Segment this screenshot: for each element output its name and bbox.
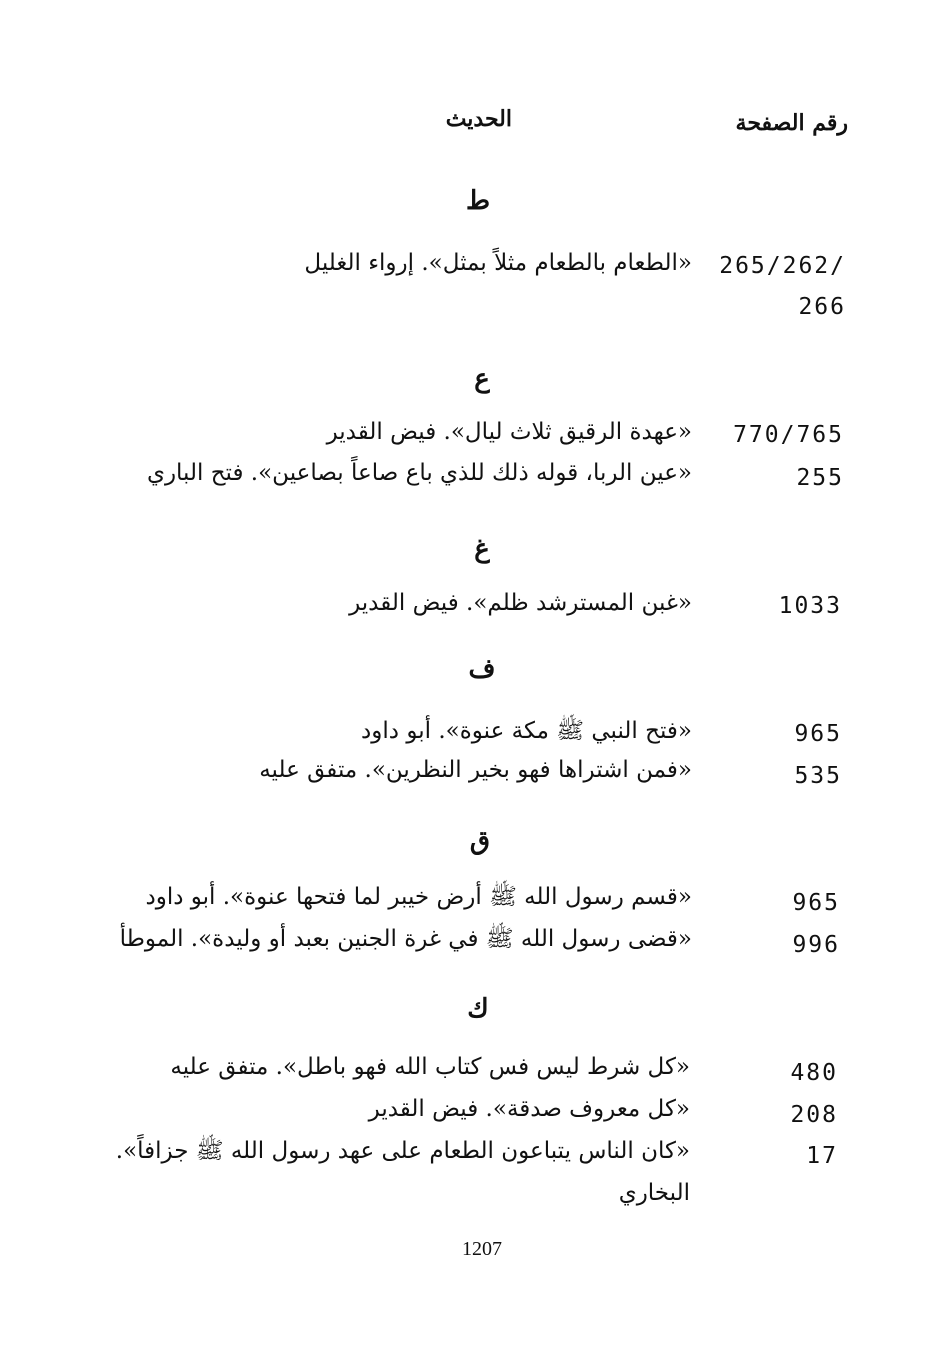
section-letter: ط: [465, 186, 491, 216]
hadith-entry: «عهدة الرقيق ثلاث ليال». فيض القدير: [326, 419, 692, 445]
hadith-entry: «غبن المسترشد ظلم». فيض القدير: [349, 590, 692, 616]
entry-page-number: 996: [792, 932, 840, 958]
hadith-entry: «عين الربا، قوله ذلك للذي باع صاعاً بصاعين». فتح الباري: [146, 460, 692, 486]
entry-page-number: 535: [794, 763, 842, 789]
page-number-column-header: رقم الصفحة: [735, 110, 848, 136]
entry-page-number: 255: [796, 465, 844, 491]
entry-page-number: 965: [792, 890, 840, 916]
hadith-entry: «قضى رسول الله ﷺ في غرة الجنين بعبد أو وليدة». الموطأ: [119, 926, 692, 952]
entry-page-number: 1033: [778, 593, 842, 619]
hadith-entry: «كان الناس يتباعون الطعام على عهد رسول الله ﷺ جزافاً».: [115, 1138, 690, 1164]
hadith-entry: «الطعام بالطعام مثلاً بمثل». إرواء الغليل: [304, 250, 692, 276]
hadith-entry: «قسم رسول الله ﷺ أرض خيبر لما فتحها عنوة». أبو داود: [145, 884, 692, 910]
hadith-column-header: الحديث: [445, 106, 512, 132]
section-letter: ع: [474, 364, 490, 394]
section-letter: ف: [468, 654, 496, 684]
entry-page-number-continued: 266: [798, 294, 846, 320]
hadith-entry: «كل معروف صدقة». فيض القدير: [368, 1096, 690, 1122]
entry-page-number: 480: [790, 1060, 838, 1086]
entry-page-number: 265/262/: [719, 253, 846, 279]
entry-page-number: 965: [794, 721, 842, 747]
hadith-entry: «فمن اشتراها فهو بخير النظرين». متفق عليه: [259, 757, 692, 783]
hadith-entry: «كل شرط ليس فس كتاب الله فهو باطل». متفق عليه: [170, 1054, 690, 1080]
section-letter: ك: [467, 994, 489, 1024]
page-number: 1207: [462, 1238, 502, 1260]
hadith-entry-continued: البخاري: [618, 1180, 690, 1206]
section-letter: ق: [469, 826, 491, 856]
entry-page-number: 17: [806, 1143, 838, 1169]
section-letter: غ: [474, 534, 490, 564]
entry-page-number: 770/765: [733, 422, 844, 448]
entry-page-number: 208: [790, 1102, 838, 1128]
hadith-entry: «فتح النبي ﷺ مكة عنوة». أبو داود: [361, 718, 692, 744]
